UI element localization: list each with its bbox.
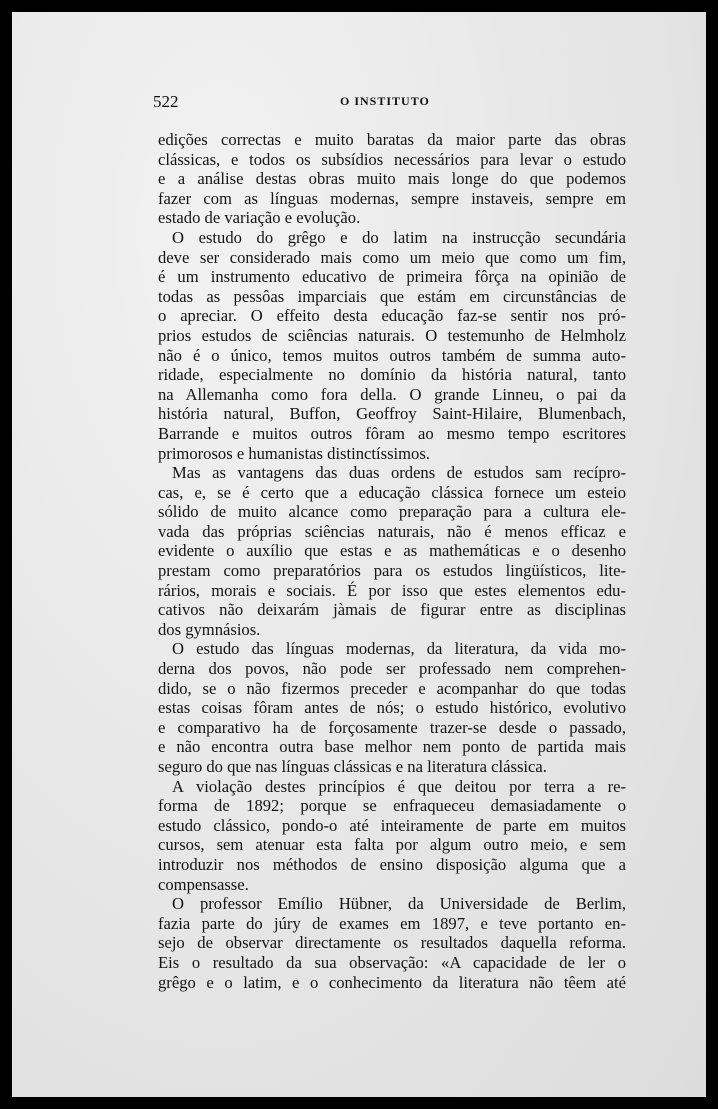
paragraph-start: Mas as vantagens das duas ordens de estudos sam recípro- <box>172 463 626 483</box>
text-line: história natural, Buffon, Geoffroy Saint-Hilaire, Blumenbach, <box>158 404 626 424</box>
text-line: derna dos povos, não pode ser professado nem comprehen- <box>158 659 626 679</box>
text-line: cativos não deixarám jàmais de figurar entre as disciplinas <box>158 600 626 620</box>
text-line: na Allemanha como fora della. O grande Linneu, o pai da <box>158 384 626 404</box>
text-line: estas coisas fôram antes de nós; o estudo histórico, evolutivo <box>158 698 626 718</box>
text-line: prestam como preparatórios para os estudos lingüísticos, lite- <box>158 561 626 581</box>
text-line: todas as pessôas imparciais que estám em circunstâncias de <box>158 286 626 306</box>
text-line: cas, e, se é certo que a educação clássica fornece um esteio <box>158 482 626 502</box>
text-line: fazia parte do júry de exames em 1897, e teve portanto en- <box>158 913 626 933</box>
text-line: Barrande e muitos outros fôram ao mesmo tempo escritores <box>158 423 626 443</box>
text-line: dos gymnásios. <box>158 619 261 639</box>
page-number: 522 <box>153 92 179 111</box>
text-line: edições correctas e muito baratas da maior parte das obras <box>158 130 626 149</box>
text-line: primorosos e humanistas distinctíssimos. <box>158 443 430 463</box>
text-line: clássicas, e todos os subsídios necessários para levar o estudo <box>158 149 626 169</box>
text-line: Eis o resultado da sua observação: «A capacidade de ler o <box>158 952 626 972</box>
text-line: grêgo e o latim, e o conhecimento da literatura não têem até <box>158 972 626 992</box>
paragraph-start: A violação destes princípios é que deitou por terra a re- <box>172 776 626 796</box>
book-page <box>12 12 706 1097</box>
text-line: rários, morais e sociais. É por isso que estes elementos edu- <box>158 580 626 600</box>
text-line: e não encontra outra base melhor nem ponto de partida mais <box>158 737 626 757</box>
text-line: não é o único, temos muitos outros também de summa auto- <box>158 345 626 365</box>
paragraph-start: O professor Emílio Hübner, da Universidade de Berlim, <box>172 894 626 914</box>
text-line: compensasse. <box>158 874 249 894</box>
paragraph-start: O estudo das línguas modernas, da literatura, da vida mo- <box>172 639 626 659</box>
text-line: dido, se o não fizermos preceder e acompanhar do que todas <box>158 678 626 698</box>
text-line: fazer com as línguas modernas, sempre instaveis, sempre em <box>158 188 626 208</box>
page-header <box>12 92 706 116</box>
text-line: e a análise destas obras muito mais longe do que podemos <box>158 169 626 189</box>
text-line: sólido de muito alcance como preparação para a cultura ele- <box>158 502 626 522</box>
text-line: é um instrumento educativo de primeira fôrça na opinião de <box>158 267 626 287</box>
running-title: O INSTITUTO <box>340 94 430 108</box>
text-line: seguro do que nas línguas clássicas e na literatura clássica. <box>158 757 547 776</box>
text-line: introduzir nos méthodos de ensino disposição alguma que a <box>158 854 626 874</box>
text-line: evidente o auxílio que estas e as mathemáticas e o desenho <box>158 541 626 561</box>
text-line: ridade, especialmente no domínio da história natural, tanto <box>158 365 626 385</box>
text-line: vada das próprias sciências naturais, não é menos efficaz e <box>158 521 626 541</box>
text-line: cursos, sem atenuar esta falta por algum outro meio, e sem <box>158 835 626 855</box>
body-text <box>158 130 626 992</box>
paragraph-start: O estudo do grêgo e do latim na instrucção secundária <box>172 227 626 247</box>
text-line: forma de 1892; porque se enfraqueceu demasiadamente o <box>158 796 626 816</box>
text-line: sejo de observar directamente os resultados daquella reforma. <box>158 933 626 953</box>
text-line: e comparativo ha de forçosamente trazer-se desde o passado, <box>158 717 626 737</box>
text-line: estudo clássico, pondo-o até inteiramente de parte em muitos <box>158 815 626 835</box>
text-line: deve ser considerado mais como um meio que como um fim, <box>158 247 626 267</box>
text-line: estado de variação e evolução. <box>158 208 361 228</box>
text-line: o apreciar. O effeito desta educação faz-se sentir nos pró- <box>158 306 626 326</box>
text-line: prios estudos de sciências naturais. O testemunho de Helmholz <box>158 325 626 345</box>
